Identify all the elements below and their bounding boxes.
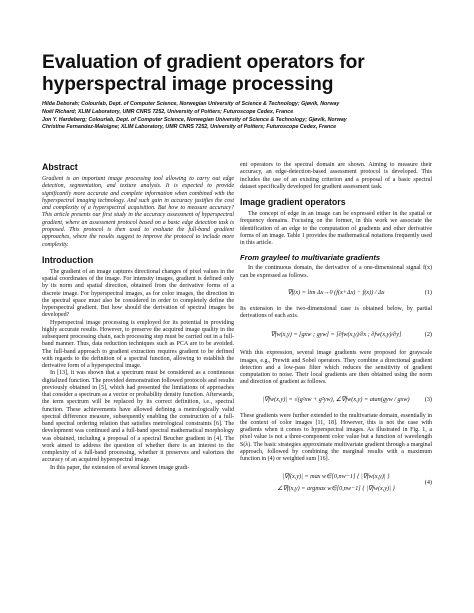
equation-number: (3) xyxy=(424,395,432,403)
equation-4 xyxy=(240,463,432,503)
intro-paragraph: In this paper, the extension of several known image gradi- xyxy=(50,464,190,471)
intro-paragraph: Hyperspectral image processing is employed for its potential in providing highly accurate results. However, to preserve the acquired image quality in the subsequent processing chain, each processing step must be carried out in a full-band manner. Thus, data reduction techniques such as PCA are to be avoided. The full-band approach to gradient extraction requires gradient to be defined with regards to the definition of a spectral function, allowing to establish the derivative form of a hyperspectral image. xyxy=(42,319,234,370)
equation-body: ∠∇f(x,y) = argmax w∈[0,nw−1] { |∇fw(x,y)| } xyxy=(277,485,395,493)
author-line: Hilda Deborah; Colourlab, Dept. of Computer Science, Norwegian University of Science & Technology; Gjøvik, Norway xyxy=(42,101,340,107)
subsection-paragraph: These gradients were further extended to the multivariate domain, essentially in the context of color images [11, 18]. However, this is not the case with gradients when it comes to hyperspectral images. As illustrated in Fig. 1, a pixel value is not a three-component color value but a function of wavelength S(λ). The basic strategies approximate multivariate gradient through a marginal approach, followed by combining the marginal results with a maximum function in (4) or weighted sum [16]. xyxy=(240,412,432,462)
equation-2 xyxy=(240,320,432,350)
equation-body: ∇f(x) = lim Δx→0 (f(x+Δx) − f(x)) / Δx xyxy=(287,288,385,296)
intro-paragraph: In [13], it was shown that a spectrum must be considered as a continuous digitalized function. The provided demonstration followed protocols and results previously obtained in [5], which had presented the limitations of approaches that consider a spectrum as a vector or probability density function. Afterwards, the term spectrum will be replaced by its correct definition, i.e., spectral function. These achievements have allowed defining a metrologically valid spectral difference measure, subsequently enabling the construction of a full-band spectral ordering relation that satisfies metrological constraints [6]. The development was continued and a full-band spectral mathematical morphology was obtained, including a proposal of a spectral Beucher gradient in [4]. The work aimed to address the question of whether there is an interest to the complexity of a full-band processing, whether it preserves and valorizes the accuracy of an acquired hyperspectral image. xyxy=(42,370,234,464)
equation-number: (1) xyxy=(424,288,432,296)
equation-3 xyxy=(240,387,432,413)
section-paragraph: The concept of edge in an image can be expressed either in the spatial or frequency domains. Focusing on the former, in this work we associate the identification of an edge to the computation of gradients and other derivative forms of an image. Table 1 provides the mathematical notations frequently used in this article. xyxy=(240,211,432,246)
author-list xyxy=(42,101,442,132)
subsection-paragraph: With this expression, several image gradients were proposed for grayscale images, e.g., Prewitt and Sobel operators. They combine a directional gradient detection and a low-pass filter which reduces the sensitivity of gradient computation to noise. Their local gradients are then obtained using the norm and direction of gradient as follows. xyxy=(240,350,432,386)
left-column xyxy=(42,162,234,472)
right-column xyxy=(240,162,432,503)
author-line: Christine Fernandez-Maloigne; XLIM Laboratory, UMR CNRS 7252, University of Poitiers; Futuroscope Cedex, France xyxy=(42,124,337,131)
subsection-paragraph: In the continuous domain, the derivative of a one-dimensional signal f(x) can be expressed as follows. xyxy=(240,265,432,279)
equation-number: (4) xyxy=(424,479,432,487)
equation-body: ∇fw(x,y) = [gxw ; gyw] = [∂fw(x,y)/∂x ; ∂fw(x,y)/∂y] xyxy=(270,331,402,339)
intro-continuation: ent operators to the spectral domain are shown. Aiming to measure their accuracy, an edge-detection-based assessment protocol is developed. This includes the use of an existing criterion and a proposal of a basic spectral dataset specifically developed for gradient assessment task. xyxy=(240,162,432,190)
section-heading: Image gradient operators xyxy=(240,197,346,207)
subsection-paragraph: Its extension to the two-dimensional case is obtained below, by partial derivations of each axis. xyxy=(240,305,432,319)
intro-paragraph: The gradient of an image captures directional changes of pixel values in the spatial coordinates of the image. For intensity images, gradient is defined only by its norm and spatial direction, obtained from the derivative forms of a discrete image. For hyperspectral images, as for color images, the direction in the spectral space must also be considered in order to completely define the hyperspectral gradient. But how should the derivation of spectral images be developed? xyxy=(42,268,234,319)
author-line: Jon Y. Hardeberg; Colourlab, Dept. of Computer Science, Norwegian University of Science & Technology; Gjøvik, Norway xyxy=(42,116,347,123)
abstract-heading: Abstract xyxy=(42,162,78,172)
equation-body: |∇fw(x,y)| = √(g²xw + g²yw), ∠∇fw(x,y) = atan(gyw / gxw) xyxy=(262,395,410,403)
equation-number: (2) xyxy=(424,331,432,339)
subsection-heading: From grayleel to multivariate gradients xyxy=(240,253,381,263)
equation-body: |∇f(x,y)| = max w∈[0,nw−1] { |∇fw(x,y)| } xyxy=(282,473,390,481)
introduction-heading: Introduction xyxy=(42,254,94,265)
equation-1 xyxy=(240,280,432,306)
abstract-text: Gradient is an important image processing tool allowing to carry out edge detection, segmentation, and texture analysis. It is expected to provide significantly more accurate and complete information when combined with the hyperspectral imaging technology. And such gain in accuracy justifies the cost and complexity of a hyperspectral acquisition. But how to measure accuracy? This article presents our first study in the accuracy assessment of hyperspectral gradient, where an assessment protocol based on a basic edge detection task is proposed. This protocol is then used to evaluate the full-band gradient approaches, where the results suggest to improve the protocol to include more complexity. xyxy=(42,176,234,248)
author-line: Noël Richard; XLIM Laboratory, UMR CNRS 7252, University of Poitiers; Futuroscope Cedex, France xyxy=(42,108,294,115)
paper-title: Evaluation of gradient operators for hyperspectral image processing xyxy=(42,52,365,95)
